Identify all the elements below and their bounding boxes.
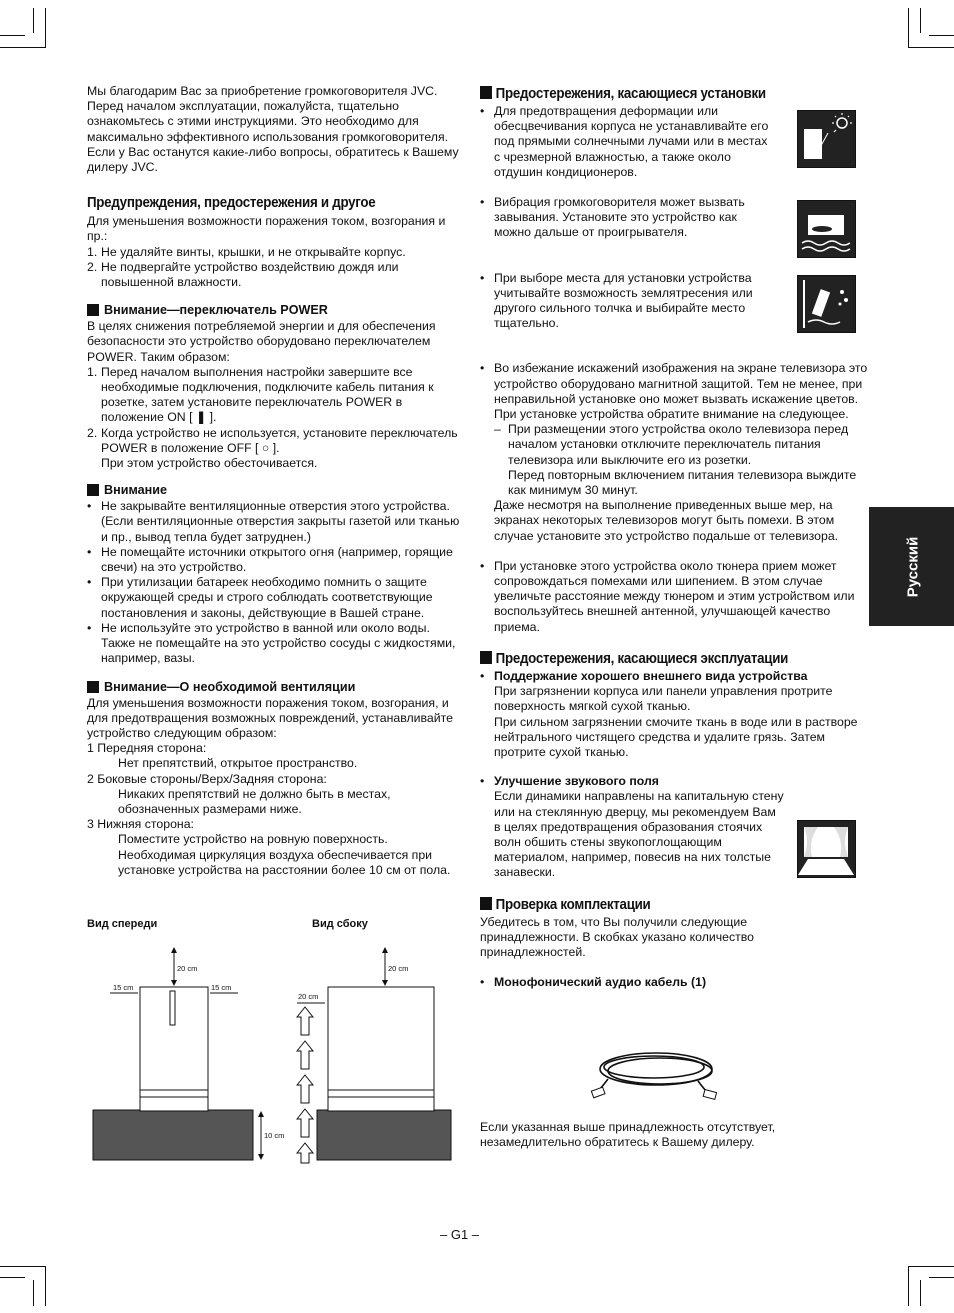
list-item: • При выборе места для установки устройства учитывайте возможность землятресения или другого сильного толчка и выбирайте место тщательно. — [480, 270, 753, 331]
list-item: • Не закрывайте вентиляционные отверстия этого устройства. (Если вентиляционные отверстия закрыты газетой или тканью и пр., вывод тепла будет затруднен.) — [87, 499, 460, 544]
list-item: • Не помещайте источники открытого огня (например, горящие свечи) на это устройство. — [87, 544, 453, 575]
airflow-arrows — [297, 1007, 313, 1163]
square-icon — [87, 484, 99, 496]
dim-20-label: 20 cm — [388, 964, 409, 973]
front-view-label: Вид спереди — [87, 918, 158, 930]
contents-title: Проверка комплектации — [480, 897, 837, 913]
tv-dash-list — [480, 422, 868, 498]
language-tab: Русский — [869, 507, 954, 626]
dim-20-label: 20 cm — [298, 992, 319, 1001]
ventilation-title: Внимание—О необходимой вентиляции — [87, 680, 465, 694]
left-column — [87, 84, 465, 878]
ventilation-item-head: 1 Передняя сторона: — [87, 741, 207, 756]
ventilation-intro: Для уменьшения возможности поражения током, возгорания, и для предотвращения возможных повреждений, устанавливайте устройство следующим образом: — [87, 695, 453, 740]
square-icon — [480, 897, 492, 910]
dim-15-label: 15 cm — [211, 983, 232, 992]
install-list — [480, 104, 770, 331]
front-stand — [93, 1110, 253, 1160]
ventilation-item-text: Никаких препятствий не должно быть в местах, обозначенных размерами ниже. — [118, 786, 391, 816]
power-list — [87, 365, 465, 456]
intro-text: Мы благодарим Вас за приобретение громкоговорителя JVC. Перед началом эксплуатации, пожалуйста, тщательно ознакомьтесь с этими инструкциями. Это необходимо для максимально эффективного использования громкоговорителя. Если у Вас останутся какие-либо вопросы, обратитесь к Вашему дилеру JVC. — [87, 84, 459, 175]
attention-list — [87, 499, 465, 666]
page-number: – G1 – — [440, 1227, 480, 1242]
ventilation-item-head: 2 Боковые стороны/Верх/Задняя сторона: — [87, 771, 327, 786]
warnings-intro: Для уменьшения возможности поражения током, возгорания и пр.: — [87, 214, 446, 244]
list-item: • При установке этого устройства около тюнера прием может сопровождаться помехами или шипением. В этом случае увеличьте расстояние между тюнером и этим устройством или воспользуйтесь внешней антенной, улучшающей качество приема. — [480, 558, 855, 634]
side-speaker — [328, 987, 434, 1111]
square-icon — [480, 651, 492, 664]
dim-15-label: 15 cm — [113, 983, 134, 992]
power-note: При этом устройство обесточивается. — [101, 456, 318, 471]
side-view-label: Вид сбоку — [312, 918, 368, 930]
sun-humidity-icon — [797, 110, 856, 168]
square-icon — [87, 681, 99, 693]
list-item: • Для предотвращения деформации или обесцвечивания корпуса не устанавливайте его под прямыми солнечными лучами или в местах с чрезмерной влажностью, а также около отдушин кондиционеров. — [480, 104, 769, 179]
list-item: – При размещении этого устройства около телевизора перед началом установки отключите переключатель питания телевизора или выключите его из розетки. Перед повторным включением питания телевизора выждите как минимум 30 минут. — [494, 422, 857, 498]
attention-title: Внимание — [87, 483, 465, 497]
list-item: • Не используйте это устройство в ванной или около воды. Также не помещайте на это устройство сосуды с жидкостями, например, вазы. — [87, 620, 456, 666]
list-item: • При утилизации батареек необходимо помнить о защите окружающей среды и строго соблюдать соответствующие постановления и законы, действующие в Вашей стране. — [87, 575, 433, 620]
audio-cable-icon — [588, 1045, 728, 1105]
square-icon — [480, 86, 492, 99]
list-item: 1. Перед началом выполнения настройки завершите все необходимые подключения, подключите кабель питания к розетке, затем установите переключатель POWER в положение ON [ ❚ ]. — [87, 364, 434, 425]
tuner-list — [480, 559, 868, 635]
contents-list — [480, 975, 868, 990]
list-item: • Монофонический аудио кабель (1) — [480, 975, 707, 990]
earthquake-icon — [797, 275, 856, 333]
dim-20-label: 20 cm — [177, 964, 198, 973]
warnings-list — [87, 245, 465, 291]
power-title: Внимание—переключатель POWER — [87, 303, 465, 317]
contents-footer: Если указанная выше принадлежность отсутствует, незамедлительно обратитесь к Вашему дилеру. — [480, 1120, 776, 1150]
warnings-title: Предупреждения, предостережения и другое — [87, 195, 376, 212]
operation-title: Предостережения, касающиеся эксплуатации — [480, 651, 837, 667]
list-item: 1. Не удаляйте винты, крышки, и не открывайте корпус. — [87, 244, 406, 259]
contents-intro: Убедитесь в том, что Вы получили следующие принадлежности. В скобках указано количество принадлежностей. — [480, 914, 755, 959]
install-title: Предостережения, касающиеся установки — [480, 86, 837, 102]
turntable-icon — [797, 200, 856, 258]
list-item: 2. Не подвергайте устройство воздействию дождя или повышенной влажности. — [87, 259, 399, 290]
ventilation-item-head: 3 Нижняя сторона: — [87, 817, 194, 832]
ventilation-diagram — [85, 945, 460, 1165]
power-intro: В целях снижения потребляемой энергии и для обеспечения безопасности это устройство оборудовано переключателем POWER. Таким образом: — [87, 319, 436, 364]
curtain-room-icon — [797, 820, 856, 878]
tv-after-text: Даже несмотря на выполнение приведенных выше мер, на экранах некоторых телевизоров могут быть помехи. В этом случае установите это устройство подальше от телевизора. — [494, 498, 839, 543]
ventilation-item-text: Поместите устройство на ровную поверхность. Необходимая циркуляция воздуха обеспечивается при установке устройства на расстоянии более 10 см от пола. — [118, 832, 451, 877]
list-item: • Во избежание искажений изображения на экране телевизора это устройство оборудовано магнитной защитой. Тем не менее, при неправильной установке оно может вызвать искажение цветов. При установке устройства обратите внимание на следующее. — [480, 361, 868, 422]
dim-10-label: 10 cm — [264, 1131, 285, 1140]
list-item: 2. Когда устройство не используется, установите переключатель POWER в положение OFF [ ○ ]. — [87, 425, 458, 455]
side-stand — [317, 1110, 451, 1160]
list-item: • Вибрация громкоговорителя может вызвать завывания. Установите это устройство как можно дальше от проигрывателя. — [480, 195, 745, 240]
list-item: • Поддержание хорошего внешнего вида устройства При загрязнении корпуса или панели управления протрите поверхность мягкой сухой тканью. При сильном загрязнении смочите ткань в воде или в растворе нейтрального чистящего средства и удалите грязь. Затем протрите сухой тканью. — [480, 668, 858, 759]
list-item: • Улучшение звукового поля Если динамики направлены на капитальную стену или на стеклянную дверцу, мы рекомендуем Вам в целях предотвращения образования стоячих волн обшить стены звукопоглощающим материалом, например, повесив на них толстые занавески. — [480, 774, 784, 880]
ventilation-item-text: Нет препятствий, открытое пространство. — [118, 756, 358, 771]
square-icon — [87, 304, 99, 316]
install-tv-list — [480, 361, 868, 422]
